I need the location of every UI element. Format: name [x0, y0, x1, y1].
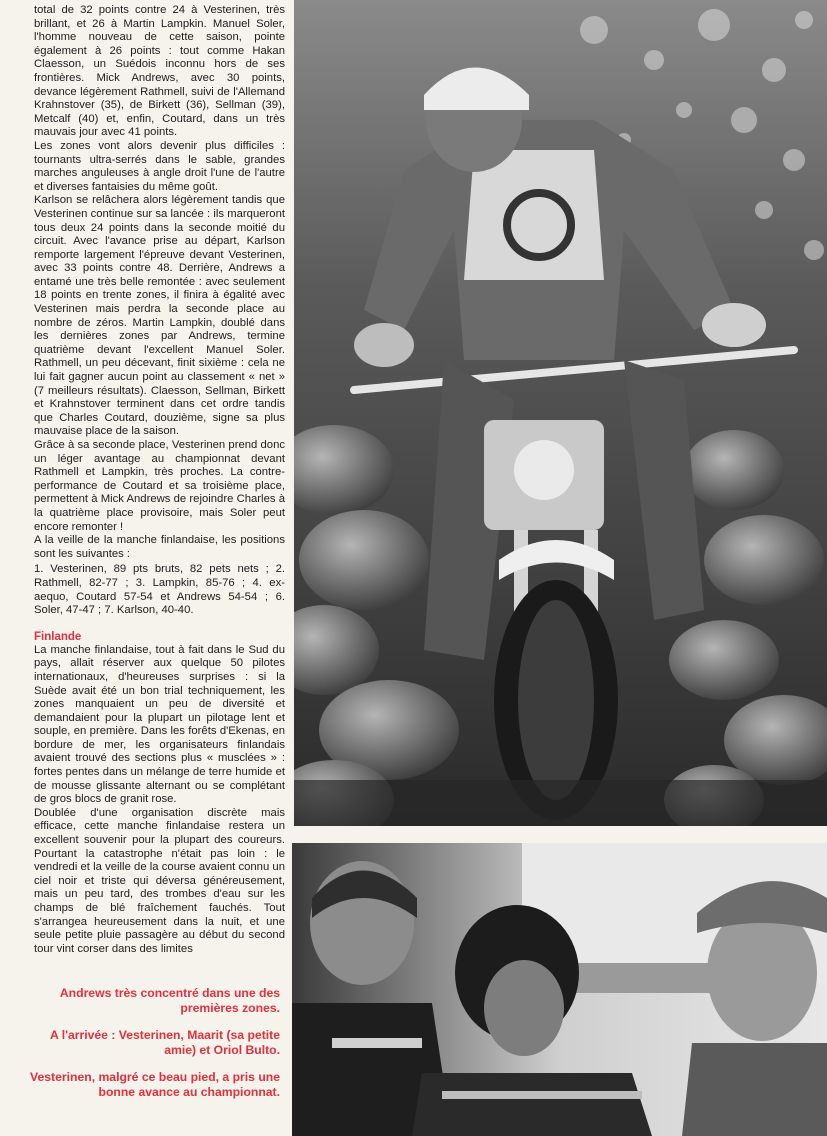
article-paragraph: Les zones vont alors devenir plus difficiles : tournants ultra-serrés dans le sable, grandes marches anguleuses à angle droit l'une de l'autre et diverses fantaisies du même goût.	[34, 139, 285, 193]
photo-rider-on-rocks	[294, 0, 827, 826]
article-paragraph: Karlson se relâchera alors légèrement tandis que Vesterinen continue sur sa lancée : ils marqueront tous deux 24 points dans la seconde moitié du circuit. Avec l'avance prise au départ, Karlson remporte largement l'épreuve devant Vesterinen, avec 33 points contre 48. Derrière, Andrews a entamé une très belle remontée : avec seulement 18 points en trente zones, il finira à égalité avec Vesterinen mais perdra la seconde place au nombre de zéros. Martin Lampkin, doublé dans les dernières zones par Andrews, termine quatrième devant l'excellent Manuel Soler. Rathmell, un peu décevant, finit sixième : cela ne lui fait gagner aucun point au classement « net » (7 meilleurs résultats). Claesson, Sellman, Birkett et Krahnstover terminent dans cet ordre tandis que Charles Coutard, douzième, signe sa plus mauvaise place de la saison.	[34, 194, 285, 438]
standings-list: 1. Vesterinen, 89 pts bruts, 82 pets nets ; 2. Rathmell, 82-77 ; 3. Lampkin, 85-76 ; 4. ex-aequo, Coutard 57-54 et Andrews 54-54 ; 6. Soler, 47-47 ; 7. Karlson, 40-40.	[34, 563, 285, 617]
article-paragraph: Grâce à sa seconde place, Vesterinen prend donc un léger avantage au championnat devant Rathmell et Lampkin, très proches. La contre-performance de Coutard et sa troisième place, permettent à Mick Andrews de rejoindre Charles à la quatrième place provisoire, mais Soler peut encore remonter !	[34, 439, 285, 533]
caption-arrivee: A l'arrivée : Vesterinen, Maarit (sa petite amie) et Oriol Bulto.	[49, 1028, 280, 1057]
photo-captions	[22, 986, 280, 1112]
article-paragraph: Doublée d'une organisation discrète mais efficace, cette manche finlandaise restera un excellent souvenir pour la plupart des coureurs. Pourtant la catastrophe n'était pas loin : le vendredi et la veille de la course avaient connu un ciel noir et triste qui déversa généreusement, mais un peu tard, des trombes d'eau sur les champs de blé fraîchement fauchés. Tout s'arrangea heureusement dans la nuit, et une seule petite pluie passagère au début du second tour vint corser dans des limites	[34, 806, 285, 955]
article-paragraph: total de 32 points contre 24 à Vesterinen, très brillant, et 26 à Martin Lampkin. Manuel Soler, l'homme nouveau de cette saison, pointe également à 26 points : tout comme Hakan Claesson, un Suédois inconnu hors de ses frontières. Mick Andrews, avec 30 points, devance légèrement Rathmell, suivi de l'Allemand Krahnstover (35), de Birkett (36), Sellman (39), Metcalf (40) et, enfin, Coutard, dans un très mauvais jour avec 41 points.	[34, 4, 285, 139]
photo-arrivee-group	[292, 843, 827, 1136]
section-heading-finlande: Finlande	[34, 630, 82, 643]
caption-andrews: Andrews très concentré dans une des premières zones.	[59, 986, 280, 1015]
article-paragraph: La manche finlandaise, tout à fait dans le Sud du pays, allait réserver aux quelque 50 pilotes internationaux, d'heureuses surprises : si la Suède avait été un bon trial techniquement, les zones manquaient un peu de diversité et demandaient pour la plupart un pilotage lent et souple, en première. Dans les forêts d'Ekenas, en bordure de mer, les organisateurs finlandais avaient trouvé des sections plus « musclées » : fortes pentes dans un mélange de terre humide et de mousse glissante alternant ou se complétant de gros blocs de granit rose.	[34, 643, 285, 806]
article-paragraph: A la veille de la manche finlandaise, les positions sont les suivantes :	[34, 534, 285, 560]
article-column	[34, 4, 285, 956]
caption-vesterinen: Vesterinen, malgré ce beau pied, a pris une bonne avance au championnat.	[30, 1070, 280, 1099]
